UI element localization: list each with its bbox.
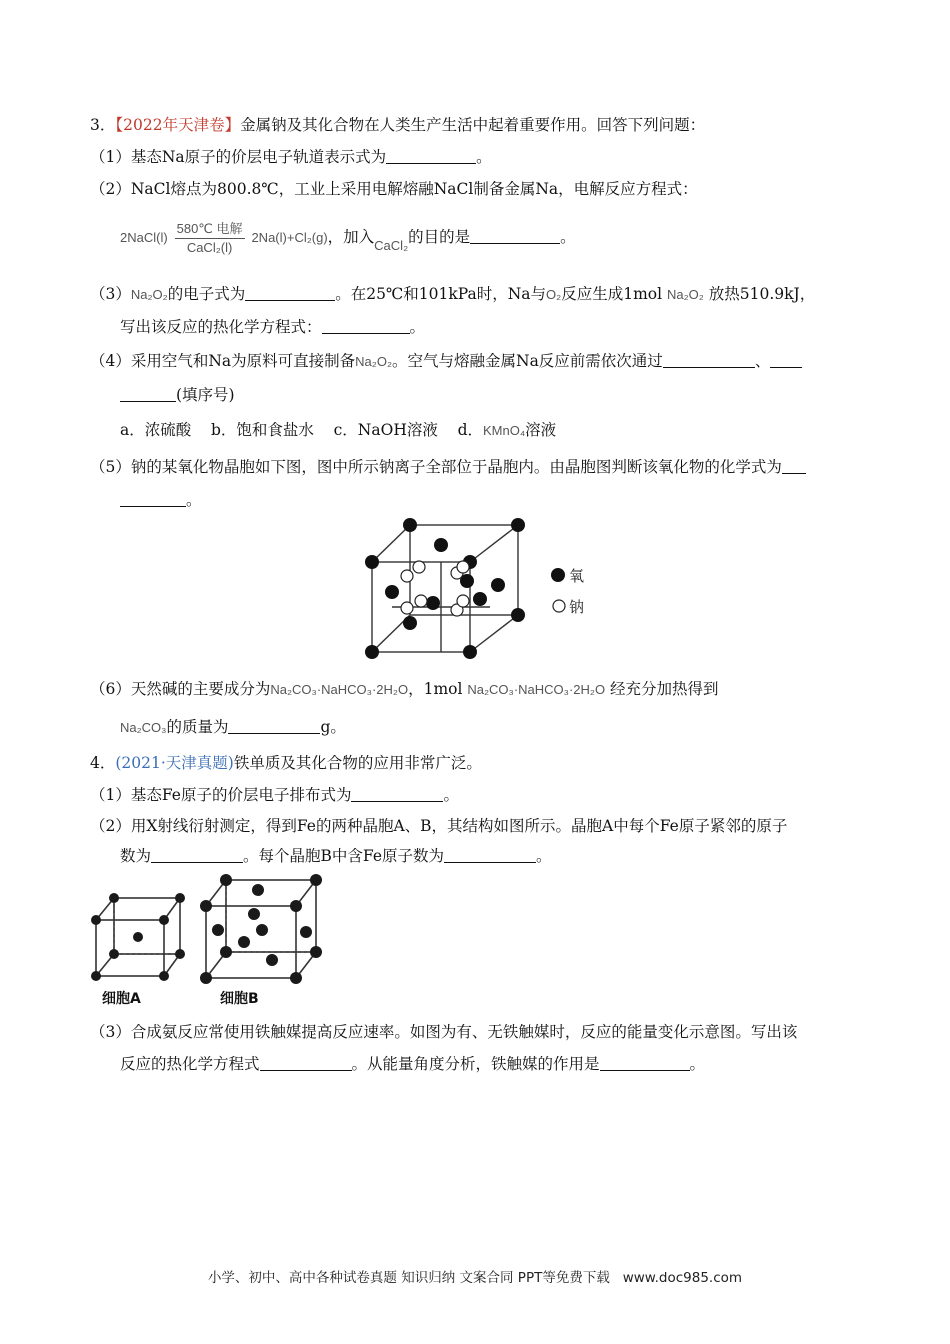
q4-intro: 铁单质及其化合物的应用非常广泛。 (233, 754, 482, 772)
answer-blank[interactable] (351, 786, 443, 802)
q3-part4-line1: （4）采用空气和Na为原料可直接制备Na₂O₂。空气与熔融金属Na反应前需依次通过 、 (90, 350, 802, 373)
legend-oxygen-label: 氧 (569, 567, 585, 585)
reaction-condition: $\frac{\text{580℃ 电解}}{\text{CaCl₂(l)}}$ (176, 220, 243, 255)
iron-cell-b-diagram (196, 870, 322, 984)
answer-blank[interactable] (770, 352, 802, 368)
q4-part3-line2: 反应的热化学方程式 。从能量角度分析，铁触媒的作用是 。 (120, 1055, 706, 1073)
answer-blank[interactable] (260, 1055, 352, 1071)
answer-blank[interactable] (444, 847, 536, 863)
q3-source: 【2022年天津卷】 (115, 116, 241, 134)
legend-sodium-icon (551, 598, 567, 614)
answer-blank[interactable] (470, 228, 560, 244)
oxygen-atoms (365, 518, 525, 659)
q4-number: 4． (90, 754, 116, 772)
cell-b-label: 细胞B (220, 991, 259, 1007)
q3-intro: 金属钠及其化合物在人类生产生活中起着重要作用。回答下列问题： (240, 116, 706, 134)
q3-equation: 2NaCl(l) $\frac{\text{580℃ 电解}}{\text{CaCl₂(l)}}$ 2Na(l)+Cl₂(g)，加入$_{CaCl_2}$的目的是 。 (120, 220, 576, 255)
q3-part3-line1: （3）Na₂O₂的电子式为 。在25℃和101kPa时，Na与O₂反应生成1mol Na₂O₂ 放热510.9kJ， (90, 285, 816, 303)
legend-sodium-label: 钠 (569, 598, 585, 616)
answer-blank[interactable] (663, 352, 755, 368)
option-c: c．NaOH溶液 (333, 421, 438, 439)
iron-cell-a-diagram (88, 880, 186, 982)
footer-link[interactable]: www.doc985.com (622, 1270, 743, 1286)
q4-part2-line1: （2）用X射线衍射测定，得到Fe的两种晶胞A、B，其结构如图所示。晶胞A中每个Fe原子紧邻的原子 (90, 817, 788, 835)
footer-text: 小学、初中、高中各种试卷真题 知识归纳 文案合同 PPT等免费下载 (207, 1270, 610, 1286)
answer-blank[interactable] (782, 458, 806, 474)
q3-part5-line2: 。 (120, 489, 202, 511)
option-b: b．饱和食盐水 (210, 421, 314, 439)
q4-part2-line2: 数为 。每个晶胞B中含Fe原子数为 。 (120, 847, 552, 865)
q4-header (90, 752, 482, 774)
cell-a-label: 细胞A (102, 991, 141, 1007)
q3-part6-line2: Na₂CO₃的质量为 g。 (120, 718, 346, 736)
page-footer (0, 1266, 950, 1286)
answer-blank[interactable] (228, 718, 320, 734)
q3-part2: （2）NaCl熔点为800.8℃，工业上采用电解熔融NaCl制备金属Na，电解反应方程式： (90, 180, 698, 198)
q3-header (90, 114, 705, 136)
answer-blank[interactable] (151, 847, 243, 863)
answer-blank[interactable] (120, 491, 186, 507)
answer-blank[interactable] (322, 318, 410, 334)
answer-blank[interactable] (245, 285, 335, 301)
q3-part3-line2: 写出该反应的热化学方程式： 。 (120, 318, 426, 336)
q3-number: 3． (90, 116, 116, 134)
q4-part3-line1: （3）合成氨反应常使用铁触媒提高反应速率。如图为有、无铁触媒时，反应的能量变化示意图。写出该 (90, 1023, 798, 1041)
answer-blank[interactable] (386, 148, 476, 164)
q4-part1: （1）基态Fe原子的价层电子排布式为 。 (90, 786, 459, 804)
answer-blank[interactable] (120, 386, 176, 402)
sodium-oxide-crystal-cell-diagram (360, 515, 535, 660)
q3-part5-line1: （5）钠的某氧化物晶胞如下图，图中所示钠离子全部位于晶胞内。由晶胞图判断该氧化物的化学式为 (90, 456, 806, 478)
q3-part4-options (120, 419, 556, 442)
option-d: d．KMnO₄溶液 (457, 421, 557, 439)
q3-part4-line2: (填序号) (120, 384, 235, 406)
answer-blank[interactable] (600, 1055, 690, 1071)
q3-part1: （1）基态Na原子的价层电子轨道表示式为 。 (90, 148, 492, 166)
legend-oxygen-icon (550, 567, 566, 583)
option-a: a．浓硫酸 (120, 421, 192, 439)
q3-part6-line1: （6）天然碱的主要成分为Na₂CO₃·NaHCO₃·2H₂O，1mol Na₂CO₃·NaHCO₃·2H₂O 经充分加热得到 (90, 680, 719, 698)
q4-source: (2021·天津真题) (115, 754, 234, 772)
